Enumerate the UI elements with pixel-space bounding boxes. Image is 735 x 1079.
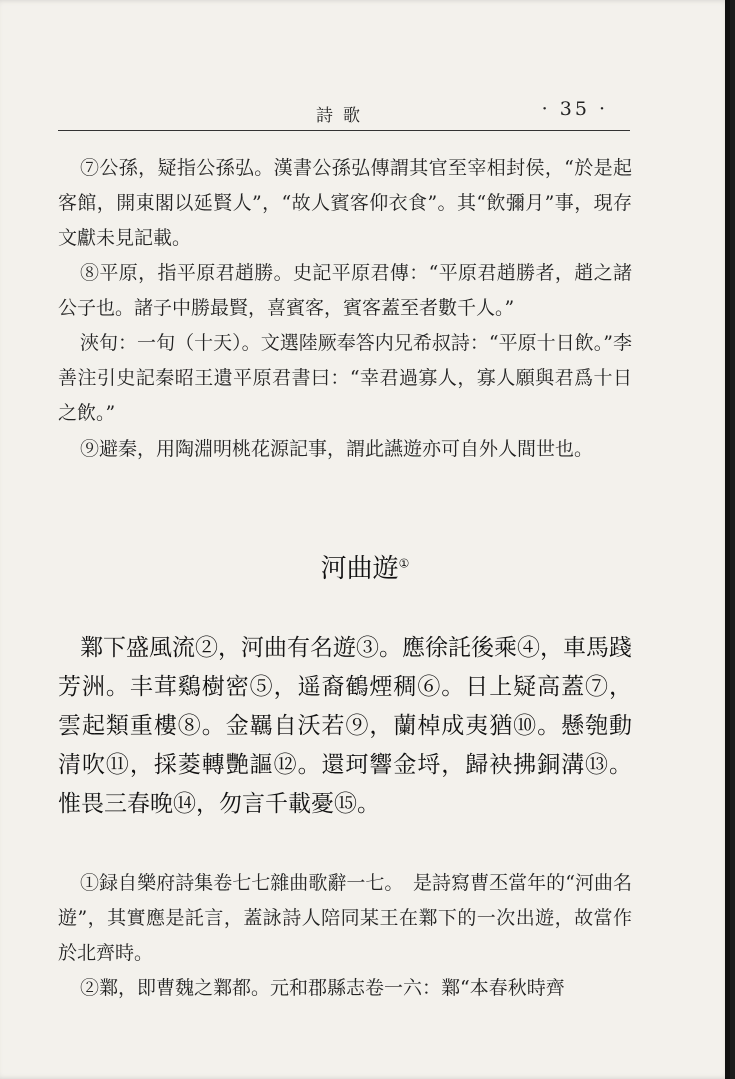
poem-text: 鄴下盛風流②，河曲有名遊③。應徐託後乘④，車馬踐芳洲。丰茸鷄樹密⑤，遥裔鶴煙稠⑥。日上疑高蓋⑦，雲起類重樓⑧。金羈自沃若⑨，蘭棹成夷猶⑩。懸匏動清吹⑪，採菱轉艷謳⑫。還珂響金埒，歸袂拂銅溝⑬。惟畏三春晚⑭，勿言千載憂⑮。	[58, 635, 632, 817]
page-edge-shadow	[725, 0, 730, 1079]
running-header	[58, 94, 630, 131]
footnote-8: ⑧平原，指平原君趙勝。史記平原君傳：“平原君趙勝者，趙之諸公子也。諸子中勝最賢，喜賓客，賓客蓋至者數千人。”	[58, 262, 632, 319]
poem-title-text: 河曲遊	[320, 554, 399, 584]
poem-title-note-marker: ①	[398, 556, 410, 571]
poem-title	[0, 548, 730, 585]
footnote-8-jiaxun: 浹旬：一旬（十天）。文選陸厥奉答内兄希叔詩：“平原十日飲。”李善注引史記秦昭王遺平原君書曰：“幸君過寡人，寡人願與君爲十日之飲。”	[58, 332, 632, 424]
footnote-9: ⑨避秦，用陶淵明桃花源記事，謂此讌遊亦可自外人間世也。	[80, 438, 594, 460]
page-number: · 35 ·	[541, 98, 608, 120]
footnote-7: ⑦公孫，疑指公孫弘。漢書公孫弘傳謂其官至宰相封侯，“於是起客館，開東閣以延賢人”，“故人賓客仰衣食”。其“飲彌月”事，現存文獻未見記載。	[58, 157, 632, 249]
running-title: 詩歌	[316, 106, 370, 126]
footnote-2: ②鄴，即曹魏之鄴都。元和郡縣志卷一六：鄴“本春秋時齊	[80, 977, 565, 999]
footnote-1: ①録自樂府詩集卷七七雜曲歌辭一七。 是詩寫曹丕當年的“河曲名遊”，其實應是託言，蓋詠詩人陪同某王在鄴下的一次出遊，故當作於北齊時。	[58, 872, 632, 964]
